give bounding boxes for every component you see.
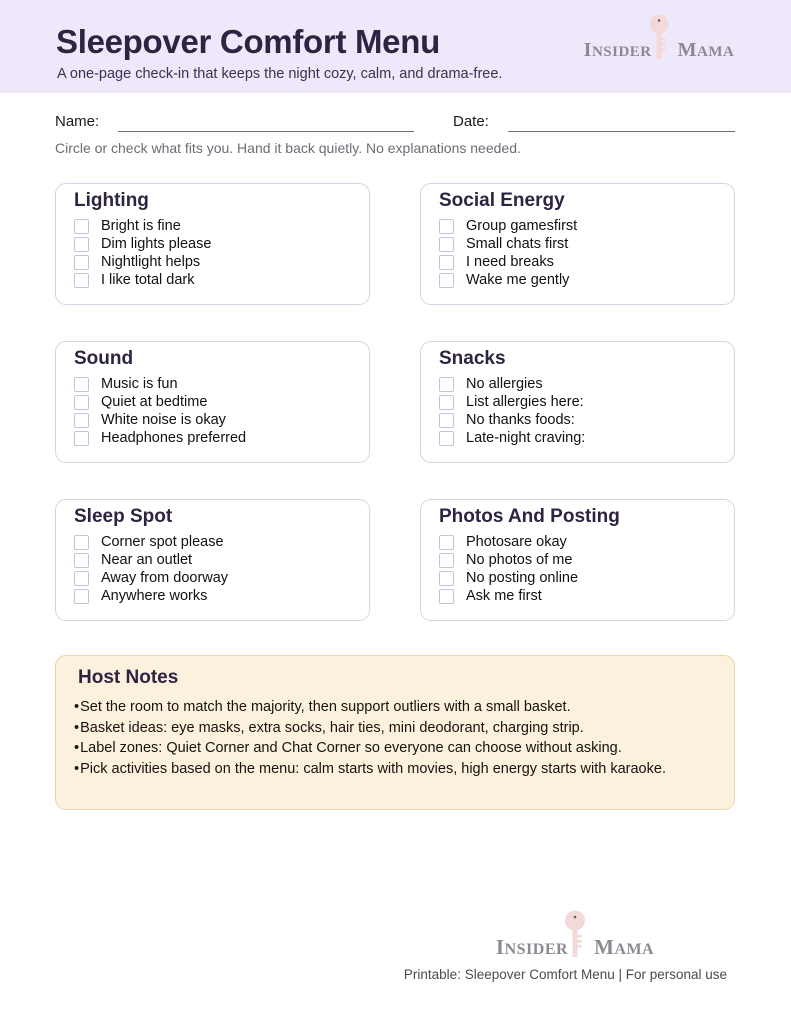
checkbox[interactable] <box>74 237 89 252</box>
footer-note-text: Printable: Sleepover Comfort Menu | For personal use <box>403 967 728 982</box>
host-notes-title: Host Notes <box>78 667 179 688</box>
host-note-text: Label zones: Quiet Corner and Chat Corner so everyone can choose without asking. <box>80 740 622 756</box>
card-title: Snacks <box>439 348 506 369</box>
card-item-list <box>74 217 363 289</box>
check-row[interactable] <box>74 375 363 393</box>
check-label: Headphones preferred <box>101 429 247 446</box>
page-title: Sleepover Comfort Menu <box>56 23 440 60</box>
check-label: Wake me gently <box>466 271 570 288</box>
checkbox[interactable] <box>74 571 89 586</box>
host-note-text: Basket ideas: eye masks, extra socks, hair ties, mini deodorant, charging strip. <box>80 719 584 736</box>
check-row[interactable] <box>439 533 728 551</box>
check-label: Small chats first <box>466 235 569 252</box>
check-row[interactable] <box>439 429 728 447</box>
card-title: Social Energy <box>439 190 565 211</box>
instructions-text: Circle or check what fits you. Hand it back quietly. No explanations needed. <box>55 140 521 156</box>
check-row[interactable] <box>74 533 363 551</box>
date-input-line[interactable] <box>508 131 735 132</box>
check-label: Bright is fine <box>101 217 181 234</box>
logo-word-mama: MAMA <box>677 39 735 61</box>
footer-note <box>0 967 791 982</box>
check-label: Near an outlet <box>101 551 193 568</box>
check-label: Quiet at bedtime <box>101 393 208 410</box>
host-notes-panel <box>55 655 735 810</box>
checkbox[interactable] <box>439 571 454 586</box>
check-row[interactable] <box>439 551 728 569</box>
checkbox[interactable] <box>74 377 89 392</box>
check-label: I like total dark <box>101 271 195 288</box>
check-row[interactable] <box>439 393 728 411</box>
page-subtitle: A one-page check-in that keeps the night cozy, calm, and drama-free. <box>57 66 503 82</box>
brand-logo-header <box>583 20 735 62</box>
date-label: Date: <box>453 113 489 130</box>
host-note-item <box>74 738 720 759</box>
card-sleep-spot <box>55 499 370 621</box>
checkbox[interactable] <box>439 255 454 270</box>
check-row[interactable] <box>74 551 363 569</box>
checkbox[interactable] <box>74 219 89 234</box>
card-item-list <box>74 375 363 447</box>
host-notes-list <box>74 697 720 779</box>
checkbox[interactable] <box>439 589 454 604</box>
name-label: Name: <box>55 113 100 130</box>
check-label: Group gamesfirst <box>466 217 578 234</box>
card-social-energy <box>420 183 735 305</box>
check-label: Nightlight helps <box>101 253 201 270</box>
check-row[interactable] <box>74 429 363 447</box>
bullet-icon: • <box>74 760 80 777</box>
check-label: Dim lights please <box>101 235 212 252</box>
check-label: I need breaks <box>466 253 554 270</box>
checkbox[interactable] <box>74 431 89 446</box>
card-title: Sleep Spot <box>74 506 173 527</box>
check-row[interactable] <box>74 569 363 587</box>
check-row[interactable] <box>439 375 728 393</box>
checkbox[interactable] <box>439 219 454 234</box>
card-photos-and-posting <box>420 499 735 621</box>
card-title: Sound <box>74 348 134 369</box>
check-label: Late-night craving: <box>466 429 586 446</box>
checkbox[interactable] <box>74 413 89 428</box>
brand-logo-footer <box>497 916 653 960</box>
logo-word-insider: INSIDER <box>495 935 569 959</box>
checkbox[interactable] <box>74 255 89 270</box>
checkbox[interactable] <box>439 535 454 550</box>
checkbox[interactable] <box>439 413 454 428</box>
checkbox[interactable] <box>439 553 454 568</box>
check-row[interactable] <box>74 587 363 605</box>
check-label: Away from doorway <box>101 569 229 586</box>
check-label: No posting online <box>466 569 579 586</box>
card-sound <box>55 341 370 463</box>
host-note-item <box>74 697 720 718</box>
check-row[interactable] <box>439 217 728 235</box>
bullet-icon: • <box>74 699 80 715</box>
check-label: Photosare okay <box>466 533 567 550</box>
host-note-item <box>74 718 720 739</box>
bullet-icon: • <box>74 719 80 736</box>
logo-word-mama: MAMA <box>594 935 655 959</box>
check-row[interactable] <box>439 569 728 587</box>
check-row[interactable] <box>439 587 728 605</box>
check-row[interactable] <box>74 411 363 429</box>
card-item-list <box>74 533 363 605</box>
checkbox[interactable] <box>74 553 89 568</box>
checkbox[interactable] <box>439 273 454 288</box>
check-row[interactable] <box>74 393 363 411</box>
check-row[interactable] <box>74 235 363 253</box>
checkbox[interactable] <box>439 431 454 446</box>
check-label: Anywhere works <box>101 587 208 604</box>
check-label: List allergies here: <box>466 393 584 410</box>
check-row[interactable] <box>74 217 363 235</box>
check-label: Ask me first <box>466 587 542 604</box>
check-label: Corner spot please <box>101 533 224 550</box>
logo-word-insider: INSIDER <box>583 39 652 61</box>
host-note-text: Pick activities based on the menu: calm starts with movies, high energy starts with karaoke. <box>80 760 666 777</box>
name-input-line[interactable] <box>118 131 414 132</box>
card-item-list <box>439 375 728 447</box>
card-item-list <box>439 217 728 289</box>
bullet-icon: • <box>74 740 80 756</box>
checkbox[interactable] <box>439 377 454 392</box>
checkbox[interactable] <box>74 535 89 550</box>
check-label: White noise is okay <box>101 411 226 428</box>
check-row[interactable] <box>439 253 728 271</box>
check-row[interactable] <box>439 271 728 289</box>
card-lighting <box>55 183 370 305</box>
checkbox[interactable] <box>74 395 89 410</box>
checkbox[interactable] <box>439 395 454 410</box>
check-row[interactable] <box>439 411 728 429</box>
check-row[interactable] <box>74 271 363 289</box>
check-row[interactable] <box>74 253 363 271</box>
card-title: Lighting <box>74 190 149 211</box>
check-label: No thanks foods: <box>466 411 575 428</box>
card-snacks <box>420 341 735 463</box>
checkbox[interactable] <box>439 237 454 252</box>
check-label: No allergies <box>466 375 543 392</box>
host-note-item <box>74 759 720 780</box>
checkbox[interactable] <box>74 589 89 604</box>
check-row[interactable] <box>439 235 728 253</box>
card-item-list <box>439 533 728 605</box>
checkbox[interactable] <box>74 273 89 288</box>
check-label: No photos of me <box>466 551 573 568</box>
check-label: Music is fun <box>101 375 178 392</box>
host-note-text: Set the room to match the majority, then support outliers with a small basket. <box>80 699 571 715</box>
card-title: Photos And Posting <box>439 506 620 527</box>
